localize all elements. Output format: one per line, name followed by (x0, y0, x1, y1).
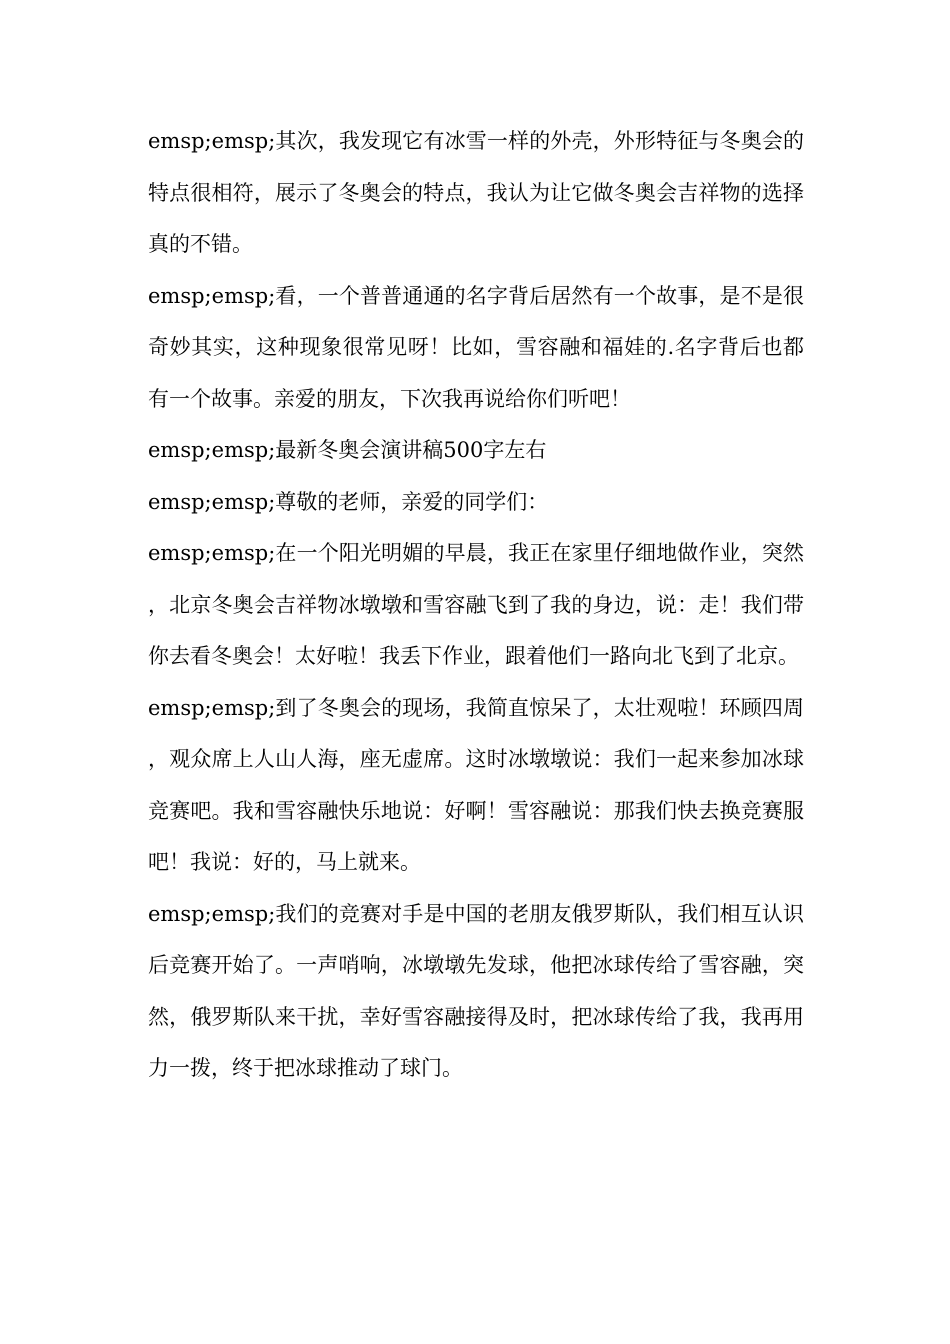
paragraph: emsp;emsp;其次，我发现它有冰雪一样的外壳，外形特征与冬奥会的特点很相符，展示了冬奥会的特点，我认为让它做冬奥会吉祥物的选择真的不错。 (148, 129, 804, 256)
salutation: emsp;emsp;尊敬的老师，亲爱的同学们： (148, 489, 549, 514)
paragraph: emsp;emsp;看，一个普普通通的名字背后居然有一个故事，是不是很奇妙其实，这种现象很常见呀！比如，雪容融和福娃的.名字背后也都有一个故事。亲爱的朋友，下次我再说给你们听吧！ (148, 283, 804, 411)
paragraph: emsp;emsp;我们的竞赛对手是中国的老朋友俄罗斯队，我们相互认识后竞赛开始了。一声哨响，冰墩墩先发球，他把冰球传给了雪容融，突然，俄罗斯队来干扰，幸好雪容融接得及时，把冰球传给了我，我再用力一拨，终于把冰球推动了球门。 (148, 901, 804, 1080)
paragraph: emsp;emsp;到了冬奥会的现场，我简直惊呆了，太壮观啦！环顾四周，观众席上人山人海，座无虚席。这时冰墩墩说：我们一起来参加冰球竞赛吧。我和雪容融快乐地说：好啊！雪容融说：那我们快去换竞赛服吧！我说：好的，马上就来。 (148, 695, 804, 874)
document-body (148, 116, 804, 1095)
paragraph: emsp;emsp;在一个阳光明媚的早晨，我正在家里仔细地做作业，突然，北京冬奥会吉祥物冰墩墩和雪容融飞到了我的身边，说：走！我们带你去看冬奥会！太好啦！我丢下作业，跟着他们一路向北飞到了北京。 (148, 541, 804, 668)
section-heading: emsp;emsp;最新冬奥会演讲稿500字左右 (148, 438, 547, 462)
